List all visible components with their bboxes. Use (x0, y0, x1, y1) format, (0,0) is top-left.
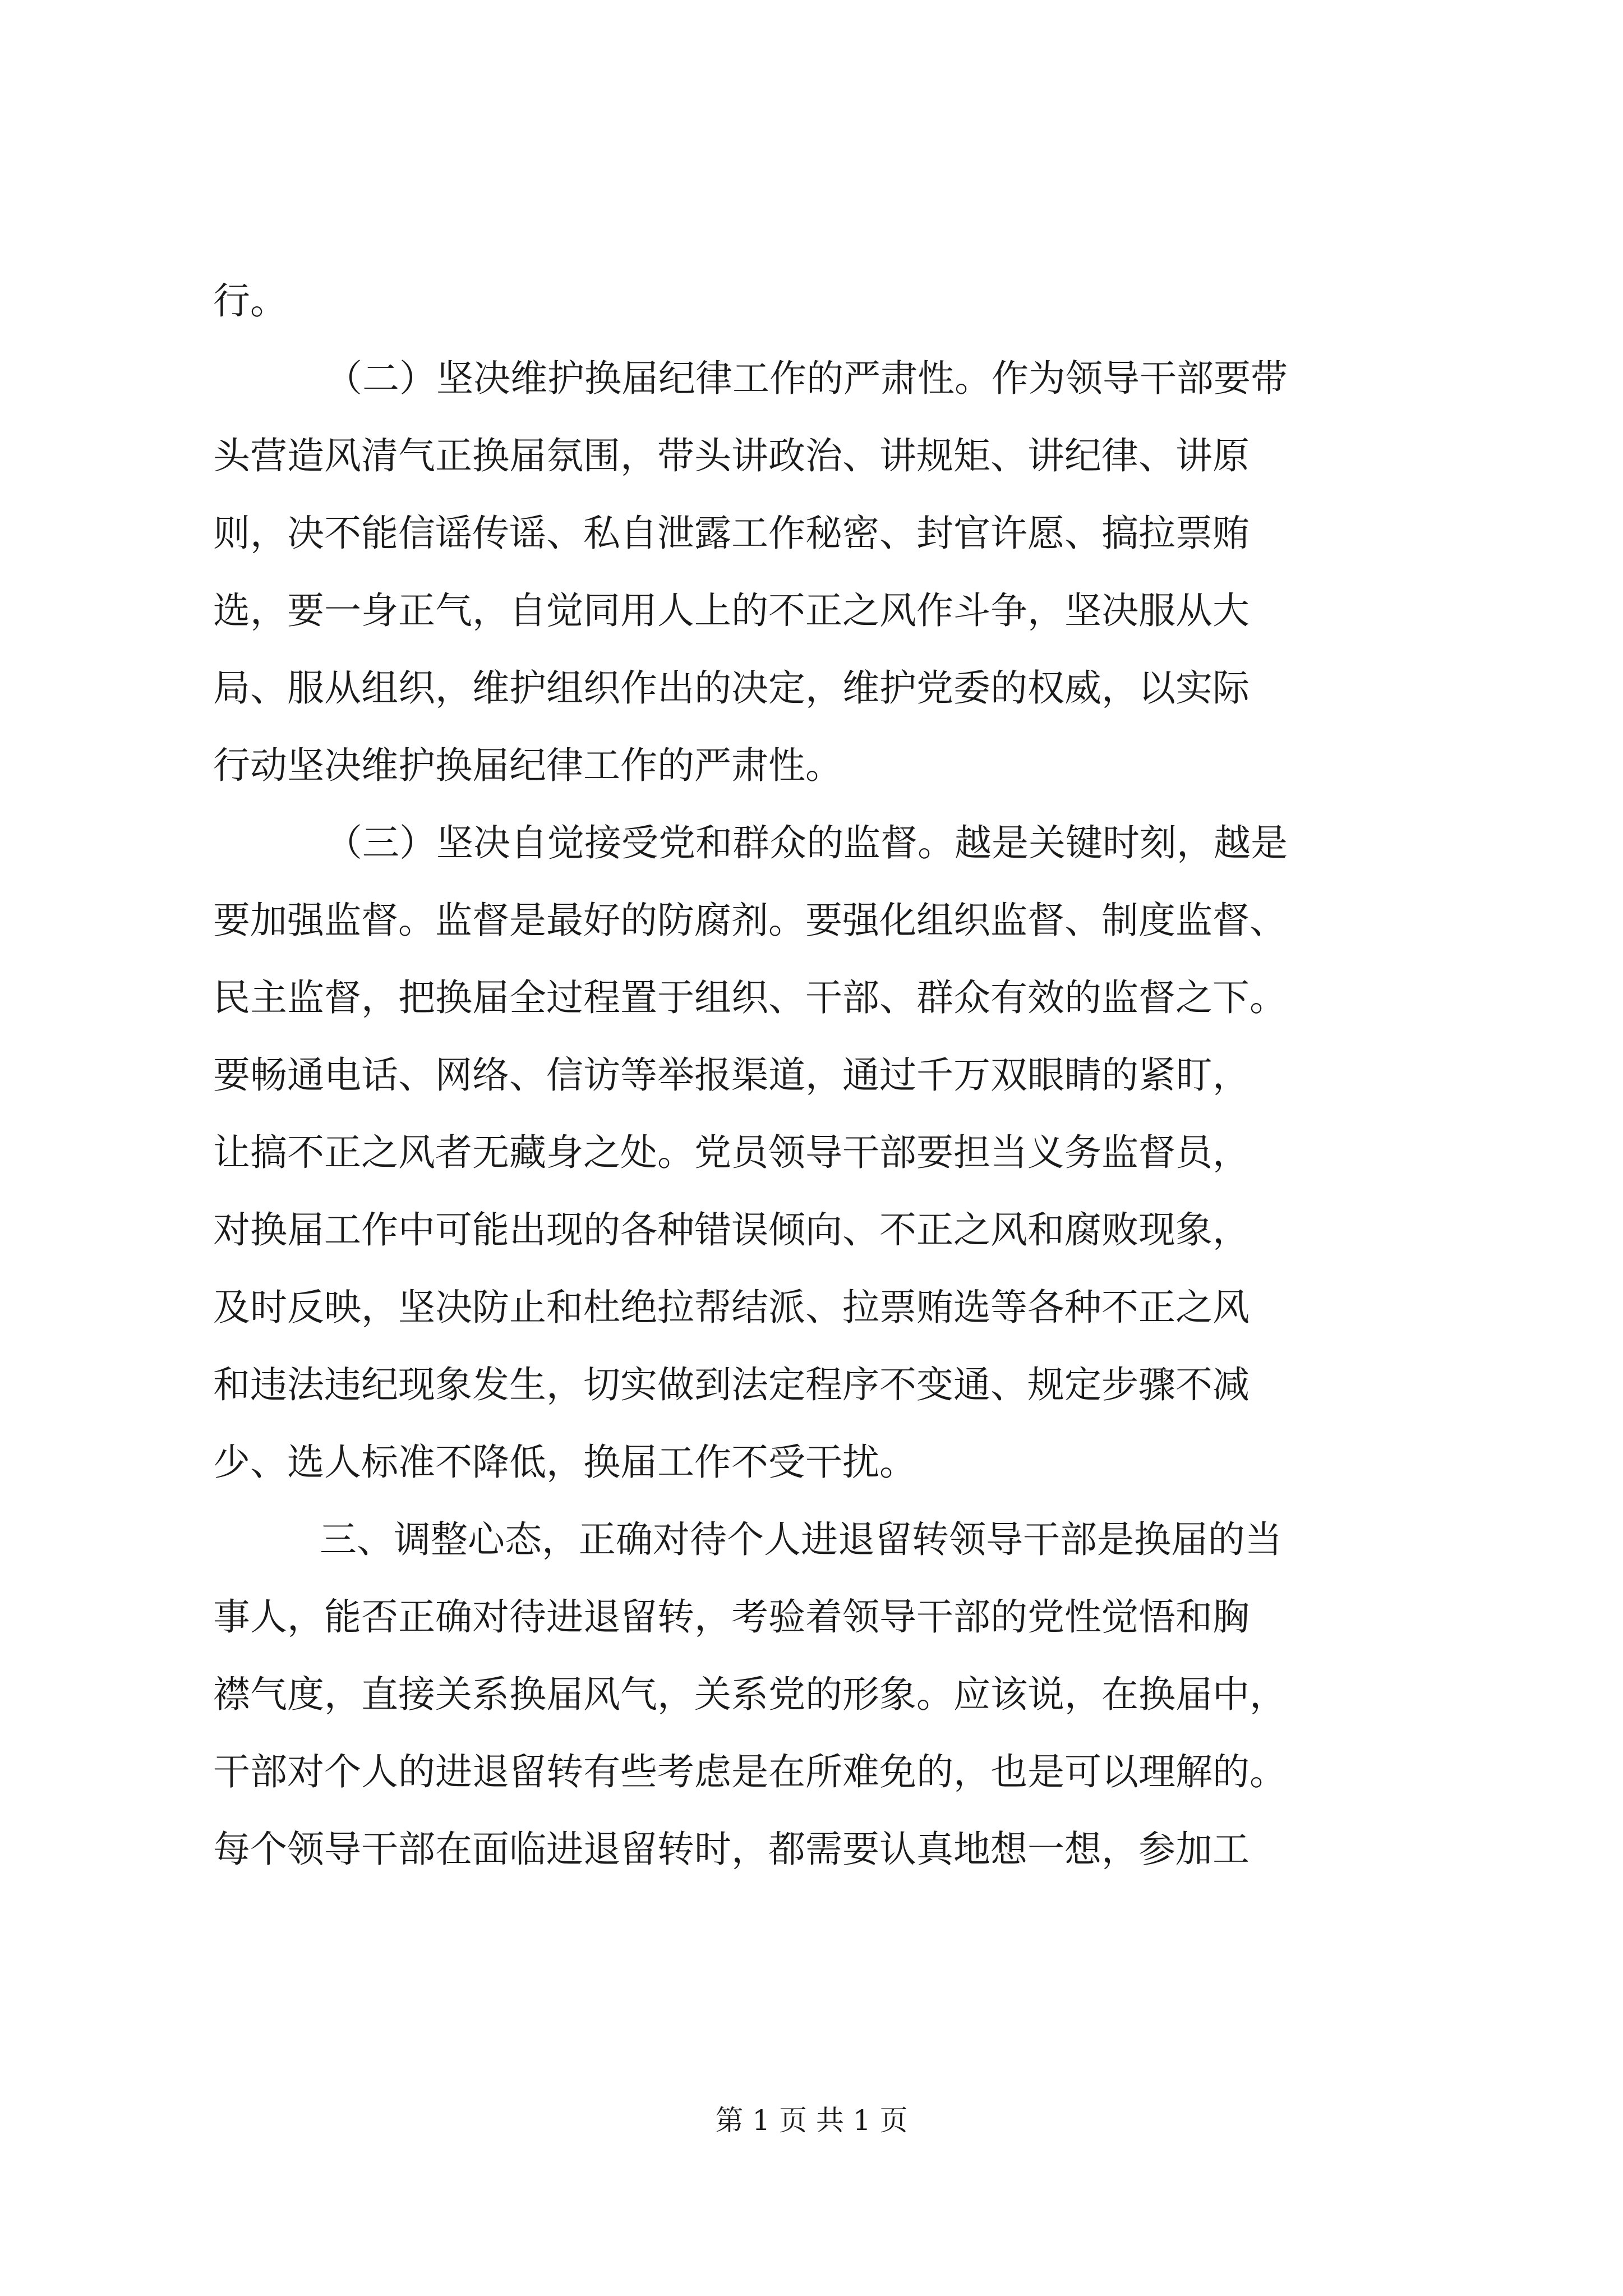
text-line: 少、选人标准不降低，换届工作不受干扰。 (213, 1441, 916, 1484)
text-line: 事人，能否正确对待进退留转，考验着领导干部的党性觉悟和胸 (213, 1595, 1249, 1639)
text-line: 及时反映，坚决防止和杜绝拉帮结派、拉票贿选等各种不正之风 (213, 1286, 1249, 1329)
text-line: 每个领导干部在面临进退留转时，都需要认真地想一想，参加工 (213, 1828, 1249, 1871)
text-line: 让搞不正之风者无藏身之处。党员领导干部要担当义务监督员， (213, 1131, 1249, 1174)
text-line: 干部对个人的进退留转有些考虑是在所难免的，也是可以理解的。 (213, 1750, 1287, 1793)
section-heading-3: 三、调整心态，正确对待个人进退留转领导干部是换届的当 (320, 1518, 1282, 1561)
text-line: 民主监督，把换届全过程置于组织、干部、群众有效的监督之下。 (213, 976, 1287, 1019)
text-line: 头营造风清气正换届氛围，带头讲政治、讲规矩、讲纪律、讲原 (213, 434, 1249, 477)
document-body (213, 263, 1419, 1888)
paragraph-heading-2: （二）坚决维护换届纪律工作的严肃性。作为领导干部要带 (325, 357, 1288, 400)
text-line: 要畅通电话、网络、信访等举报渠道，通过千万双眼睛的紧盯， (213, 1053, 1249, 1097)
page-number-footer: 第 1 页 共 1 页 (715, 2104, 908, 2137)
text-line: 局、服从组织，维护组织作出的决定，维护党委的权威，以实际 (213, 666, 1249, 710)
text-line: 行。 (213, 279, 287, 323)
text-line: 要加强监督。监督是最好的防腐剂。要强化组织监督、制度监督、 (213, 899, 1287, 942)
text-line: 选，要一身正气，自觉同用人上的不正之风作斗争，坚决服从大 (213, 589, 1249, 632)
text-line: 行动坚决维护换届纪律工作的严肃性。 (213, 744, 842, 787)
text-line: 则，决不能信谣传谣、私自泄露工作秘密、封官许愿、搞拉票贿 (213, 512, 1249, 555)
text-line: 和违法违纪现象发生，切实做到法定程序不变通、规定步骤不减 (213, 1363, 1249, 1406)
text-line: 对换届工作中可能出现的各种错误倾向、不正之风和腐败现象， (213, 1208, 1249, 1251)
paragraph-heading-3: （三）坚决自觉接受党和群众的监督。越是关键时刻，越是 (325, 821, 1288, 864)
text-line: 襟气度，直接关系换届风气，关系党的形象。应该说，在换届中， (213, 1673, 1287, 1716)
